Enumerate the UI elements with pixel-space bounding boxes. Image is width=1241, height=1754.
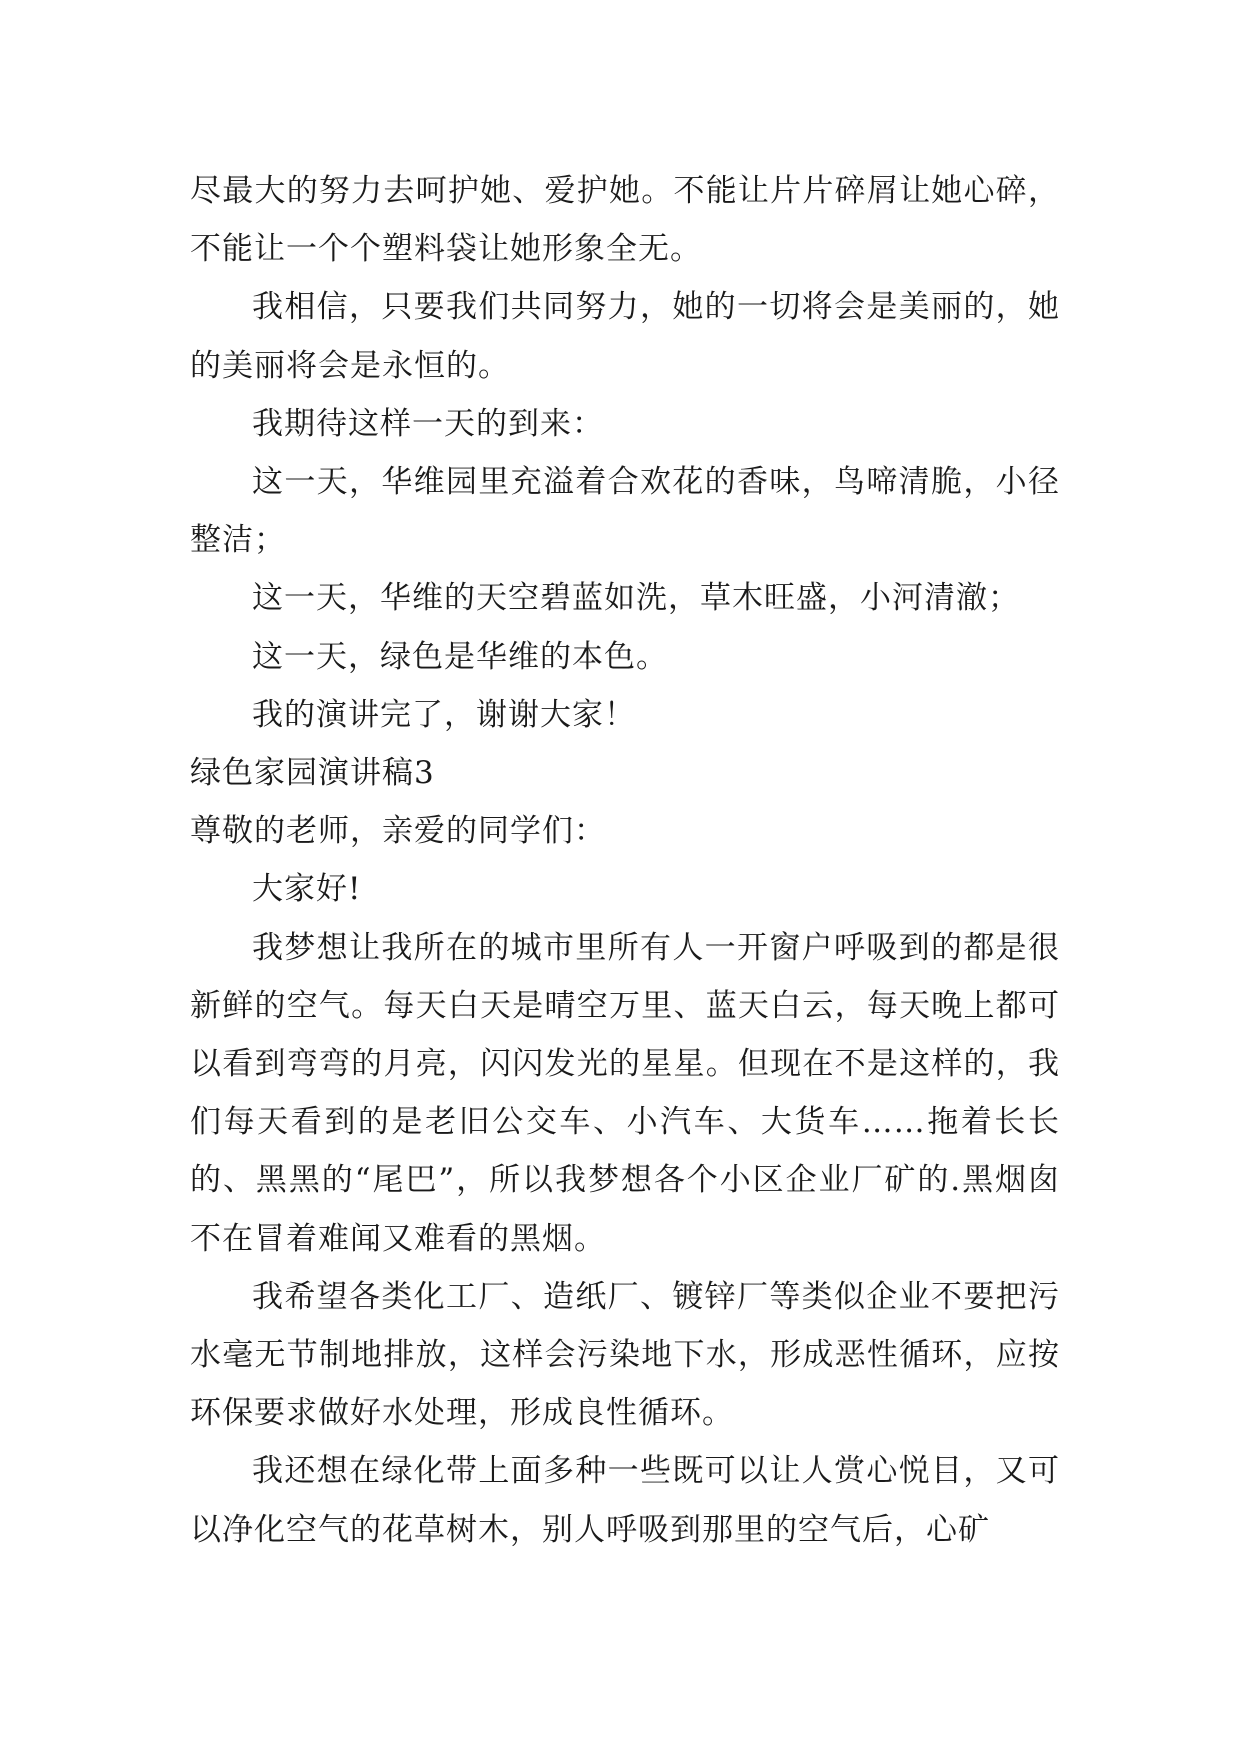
section-title: 绿色家园演讲稿3 bbox=[190, 755, 435, 792]
paragraph: 我梦想让我所在的城市里所有人一开窗户呼吸到的都是很新鲜的空气。每天白天是晴空万里、蓝天白云，每天晚上都可以看到弯弯的月亮，闪闪发光的星星。但现在不是这样的，我们每天看到的是老旧公交车、小汽车、大货车……拖着长长的、黑黑的“尾巴”，所以我梦想各个小区企业厂矿的.黑烟囱不在冒着难闻又难看的黑烟。 bbox=[190, 929, 1060, 1257]
paragraph: 我的演讲完了，谢谢大家！ bbox=[252, 696, 636, 733]
salutation: 尊敬的老师，亲爱的同学们： bbox=[190, 813, 606, 850]
greeting: 大家好! bbox=[252, 871, 362, 908]
paragraph: 我相信，只要我们共同努力，她的一切将会是美丽的，她的美丽将会是永恒的。 bbox=[190, 289, 1060, 384]
document-body bbox=[190, 162, 1060, 1559]
paragraph: 尽最大的努力去呵护她、爱护她。不能让片片碎屑让她心碎，不能让一个个塑料袋让她形象全无。 bbox=[190, 173, 1060, 268]
paragraph: 这一天，华维的天空碧蓝如洗，草木旺盛，小河清澈； bbox=[252, 580, 1020, 617]
paragraph: 我还想在绿化带上面多种一些既可以让人赏心悦目，又可以净化空气的花草树木，别人呼吸到那里的空气后，心矿 bbox=[190, 1453, 1060, 1548]
paragraph: 这一天，绿色是华维的本色。 bbox=[252, 638, 668, 675]
paragraph: 这一天，华维园里充溢着合欢花的香味，鸟啼清脆，小径整洁； bbox=[190, 464, 1060, 559]
paragraph: 我希望各类化工厂、造纸厂、镀锌厂等类似企业不要把污水毫无节制地排放，这样会污染地下水，形成恶性循环，应按环保要求做好水处理，形成良性循环。 bbox=[190, 1278, 1060, 1432]
paragraph: 我期待这样一天的到来： bbox=[252, 405, 604, 442]
